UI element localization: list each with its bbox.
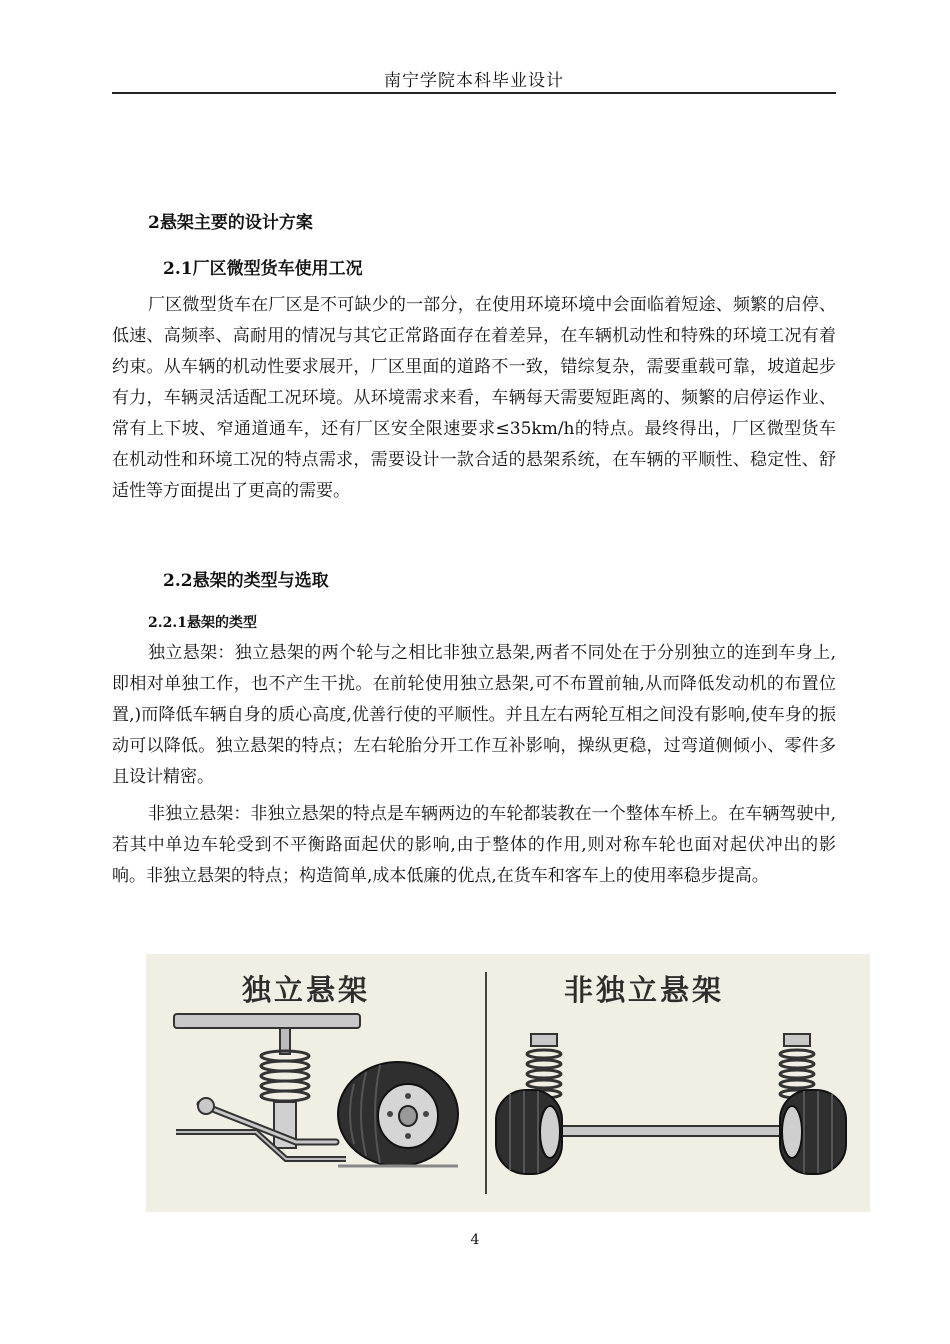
figure-label-independent: 独立悬架: [242, 973, 371, 1007]
paragraph-independent-suspension: 独立悬架：独立悬架的两个轮与之相比非独立悬架,两者不同处在于分别独立的连到车身上,即相对单独工作，也不产生干扰。在前轮使用独立悬架,可不布置前轴,从而降低发动机的布置位置,)而降低车辆自身的质心高度,优善行使的平顺性。并且左右两轮互相之间没有影响,使车身的振动可以降低。独立悬架的特点；左右轮胎分开工作互补影响，操纵更稳，过弯道侧倾小、零件多且设计精密。: [112, 643, 836, 787]
dependent-suspension-drawing: [496, 1034, 846, 1174]
page-number: 4: [470, 1232, 480, 1248]
paragraph-usage-conditions: 厂区微型货车在厂区是不可缺少的一部分，在使用环境环境中会面临着短途、频繁的启停、低速、高频率、高耐用的情况与其它正常路面存在着差异，在车辆机动性和特殊的环境工况有着约束。从车辆的机动性要求展开，厂区里面的道路不一致，错综复杂，需要重载可靠，坡道起步有力，车辆灵活适配工况环境。从环境需求来看，车辆每天需要短距离的、频繁的启停运作业、常有上下坡、窄通道通车，还有厂区安全限速要求≤35km/h的特点。最终得出，厂区微型货车在机动性和环境工况的特点需求，需要设计一款合适的悬架系统，在车辆的平顺性、稳定性、舒适性等方面提出了更高的需要。: [112, 295, 836, 501]
running-header: 南宁学院本科毕业设计: [384, 71, 564, 91]
independent-suspension-drawing: [174, 1014, 458, 1166]
suspension-figure: [146, 954, 870, 1212]
subsection-heading-2-1: 2.1厂区微型货车使用工况: [163, 259, 363, 279]
header-rule: [112, 92, 836, 94]
paragraph-dependent-suspension: 非独立悬架：非独立悬架的特点是车辆两边的车轮都装教在一个整体车桥上。在车辆驾驶中,若其中单边车轮受到不平衡路面起伏的影响,由于整体的作用,则对称车轮也面对起伏冲出的影响。非独立悬架的特点；构造简单,成本低廉的优点,在货车和客车上的使用率稳步提高。: [112, 804, 836, 886]
subsubsection-heading-2-2-1: 2.2.1悬架的类型: [148, 615, 257, 631]
suspension-illustration: [146, 954, 870, 1212]
figure-label-dependent: 非独立悬架: [564, 973, 725, 1007]
subsection-heading-2-2: 2.2悬架的类型与选取: [163, 571, 329, 591]
section-heading: 2悬架主要的设计方案: [148, 213, 313, 233]
